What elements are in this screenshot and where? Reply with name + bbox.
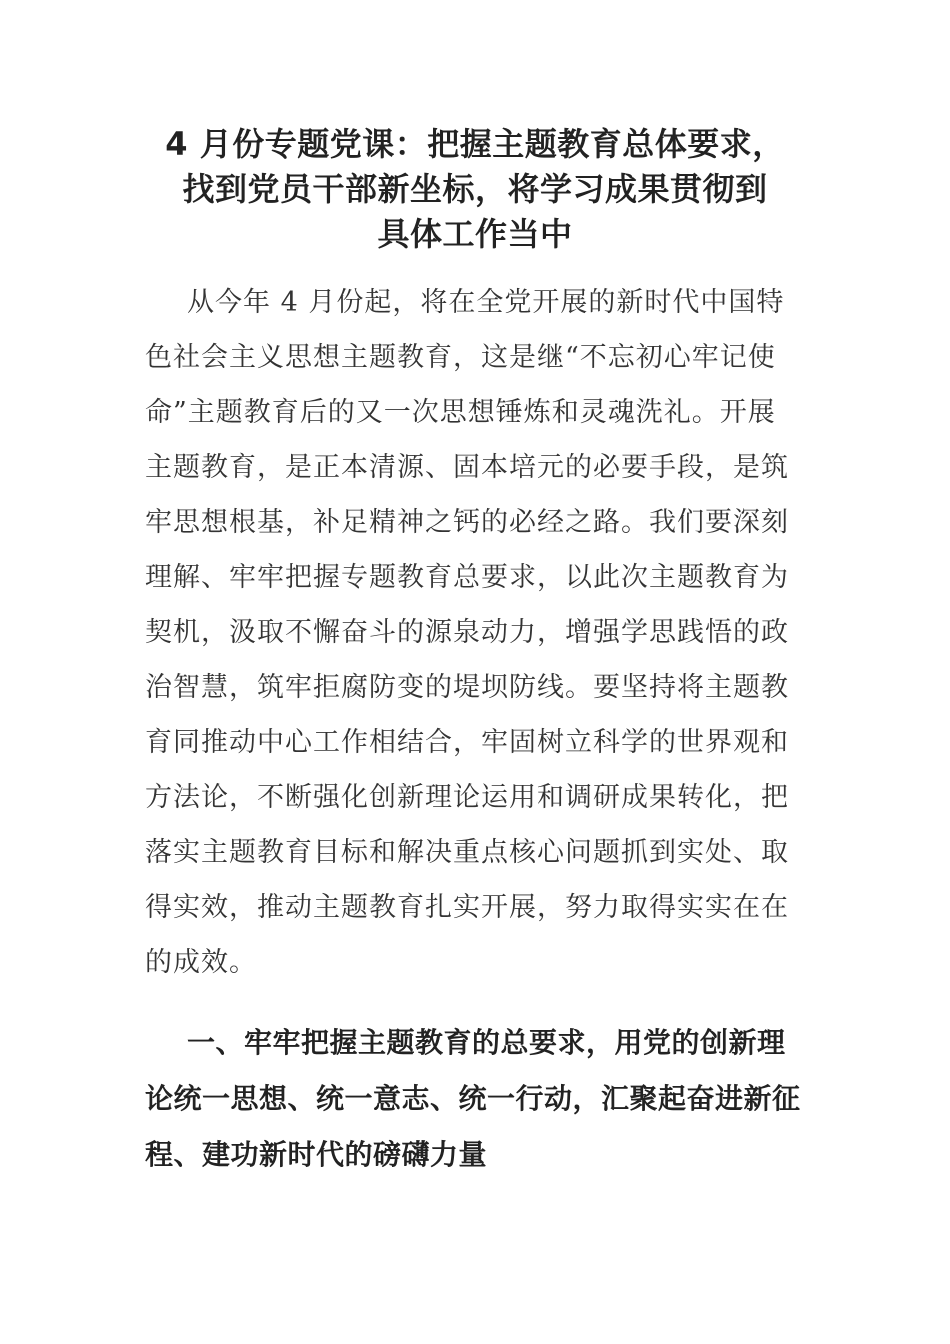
paragraph-line: 色社会主义思想主题教育，这是继“不忘初心牢记使	[145, 342, 776, 373]
intro-paragraph	[145, 275, 810, 990]
paragraph-line: 方法论，不断强化创新理论运用和调研成果转化，把	[145, 782, 789, 813]
paragraph-line: 育同推动中心工作相结合，牢固树立科学的世界观和	[145, 727, 789, 758]
heading-line: 一、牢牢把握主题教育的总要求，用党的创新理	[187, 1026, 786, 1059]
paragraph-line: 得实效，推动主题教育扎实开展，努力取得实实在在	[145, 892, 789, 923]
paragraph-line: 契机，汲取不懈奋斗的源泉动力，增强学思践悟的政	[145, 617, 789, 648]
heading-line: 程、建功新时代的磅礴力量	[145, 1138, 488, 1171]
paragraph-line: 从今年 4 月份起，将在全党开展的新时代中国特	[187, 287, 785, 318]
title-line: 找到党员干部新坐标，将学习成果贯彻到	[182, 170, 768, 208]
document-title	[140, 122, 810, 257]
section-heading-one	[145, 1015, 810, 1183]
paragraph-line: 命”主题教育后的又一次思想锤炼和灵魂洗礼。开展	[145, 397, 776, 428]
title-line: 4 月份专题党课：把握主题教育总体要求，	[165, 125, 785, 163]
title-line: 具体工作当中	[377, 215, 573, 253]
paragraph-line: 治智慧，筑牢拒腐防变的堤坝防线。要坚持将主题教	[145, 672, 789, 703]
paragraph-line: 落实主题教育目标和解决重点核心问题抓到实处、取	[145, 837, 789, 868]
paragraph-line: 的成效。	[145, 947, 257, 978]
paragraph-line: 牢思想根基，补足精神之钙的必经之路。我们要深刻	[145, 507, 789, 538]
paragraph-line: 主题教育，是正本清源、固本培元的必要手段，是筑	[145, 452, 789, 483]
paragraph-line: 理解、牢牢把握专题教育总要求，以此次主题教育为	[145, 562, 789, 593]
heading-line: 论统一思想、统一意志、统一行动，汇聚起奋进新征	[145, 1082, 801, 1115]
